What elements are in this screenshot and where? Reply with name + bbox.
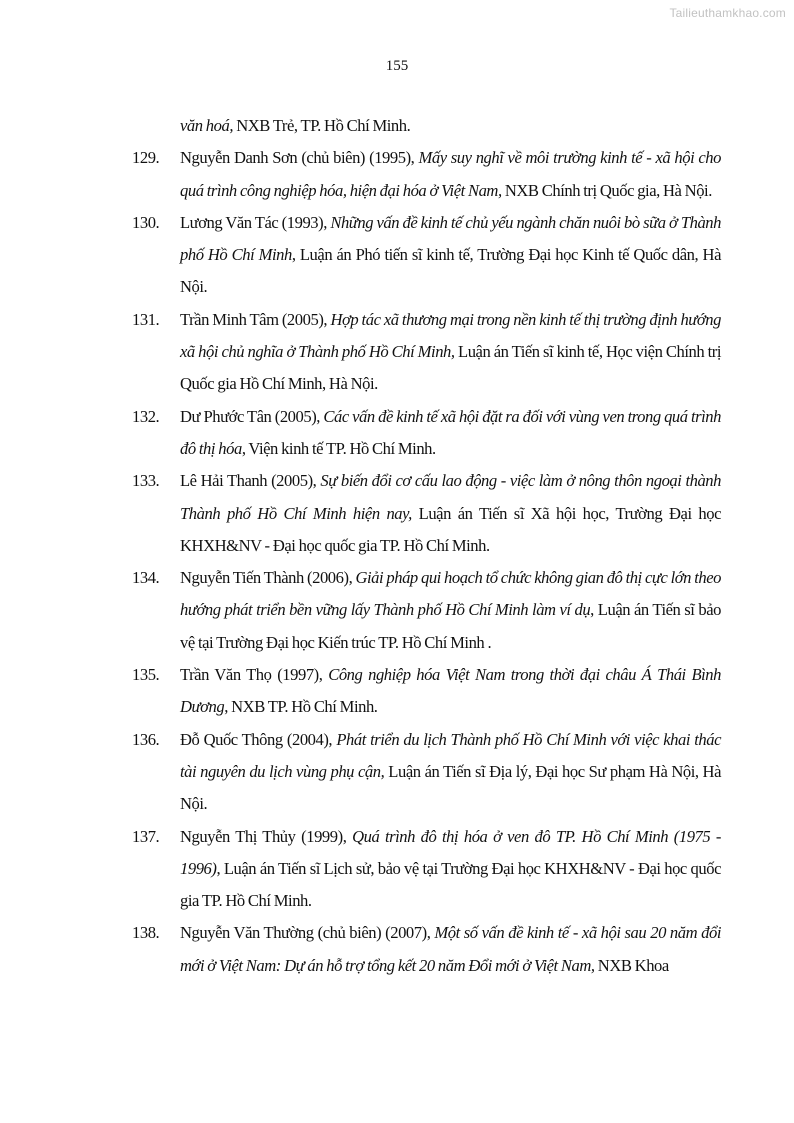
reference-title: Phát triển du lịch Thành phố Hồ Chí Minh với việc khai thác tài nguyên du lịch vùng phụ cận, (180, 729, 722, 781)
reference-continuation (0, 110, 794, 142)
reference-title: Những vấn đề kinh tế chủ yếu ngành chăn nuôi bò sữa ở Thành phố Hồ Chí Minh (180, 212, 721, 265)
reference-publisher: , NXB TP. Hồ Chí Minh. (224, 697, 378, 717)
reference-publisher: , Luận án Tiến sĩ bảo vệ tại Trường Đại học Kiến trúc TP. Hồ Chí Minh . (180, 600, 721, 652)
reference-number: 133. (132, 471, 160, 491)
reference-author-year: Lê Hải Thanh (2005), (180, 471, 321, 491)
reference-item (0, 304, 794, 401)
reference-publisher: Luận án Tiến sĩ kinh tế, Học viện Chính trị Quốc gia Hồ Chí Minh, Hà Nội. (180, 342, 721, 394)
reference-text (180, 304, 721, 401)
watermark: Tailieuthamkhao.com (669, 6, 786, 20)
reference-author-year: Trần Văn Thọ (1997), (180, 665, 329, 685)
reference-item (0, 465, 794, 562)
reference-author-year: Nguyễn Thị Thủy (1999), (180, 826, 353, 846)
reference-title: Sự biến đổi cơ cấu lao động - việc làm ở nông thôn ngoại thành Thành phố Hồ Chí Minh hiện nay, (180, 471, 721, 523)
reference-author-year: Đỗ Quốc Thông (2004), (180, 729, 337, 749)
reference-number: 135. (132, 665, 160, 685)
reference-item (0, 917, 794, 982)
reference-publisher: , Luận án Tiến sĩ Lịch sử, bảo vệ tại Trường Đại học KHXH&NV - Đại học quốc gia TP. Hồ Chí Minh. (180, 858, 721, 911)
reference-title: Một số vấn đề kinh tế - xã hội sau 20 năm đổi mới ở Việt Nam: Dự án hỗ trợ tổng kết 20 năm Đổi mới ở Việt Nam, (180, 923, 721, 975)
reference-publisher: Luận án Tiến sĩ Xã hội học, Trường Đại học KHXH&NV - Đại học quốc gia TP. Hồ Chí Minh. (180, 503, 721, 555)
reference-text (180, 917, 721, 982)
reference-author-year: Nguyễn Tiến Thành (2006), (180, 568, 356, 588)
reference-title: Hợp tác xã thương mại trong nền kinh tế thị trường định hướng xã hội chủ nghĩa ở Thành phố Hồ Chí Minh, (180, 309, 721, 362)
reference-item (0, 401, 794, 466)
reference-publisher: Luận án Tiến sĩ Địa lý, Đại học Sư phạm Hà Nội, Hà Nội. (180, 761, 722, 814)
reference-publisher: NXB Chính trị Quốc gia, Hà Nội. (501, 180, 712, 200)
reference-title: Mấy suy nghĩ về môi trường kinh tế - xã hội cho quá trình công nghiệp hóa, hiện đại hóa ở Việt Nam, (180, 148, 721, 200)
reference-list (0, 110, 794, 982)
reference-title: Giải pháp qui hoạch tổ chức không gian đô thị cực lớn theo hướng phát triển bền vững lấy Thành phố Hồ Chí Minh làm ví dụ (180, 568, 722, 620)
reference-text (180, 465, 721, 562)
reference-text (180, 207, 721, 304)
reference-item (0, 724, 794, 821)
reference-text (180, 562, 721, 659)
reference-item (0, 562, 794, 659)
reference-item (0, 821, 794, 918)
page-number: 155 (385, 58, 409, 74)
reference-number: 136. (132, 729, 160, 749)
reference-author-year: Dư Phước Tân (2005), (180, 406, 324, 426)
reference-title: văn hoá, (180, 116, 234, 135)
reference-number: 131. (132, 309, 160, 329)
reference-text (180, 142, 721, 207)
reference-number: 137. (132, 826, 160, 846)
reference-number: 130. (132, 212, 160, 232)
reference-publisher: , Viện kinh tế TP. Hồ Chí Minh. (241, 438, 436, 458)
reference-number: 138. (132, 923, 160, 943)
reference-author-year: Nguyễn Văn Thường (chủ biên) (2007), (180, 923, 435, 943)
reference-text (180, 821, 721, 918)
reference-author-year: Nguyễn Danh Sơn (chủ biên) (1995), (180, 148, 419, 168)
reference-title: Công nghiệp hóa Việt Nam trong thời đại châu Á Thái Bình Dương (180, 665, 721, 717)
reference-item (0, 142, 794, 207)
reference-title: Quá trình đô thị hóa ở ven đô TP. Hồ Chí Minh (1975 - 1996) (180, 826, 721, 878)
reference-author-year: Lương Văn Tác (1993), (180, 212, 331, 232)
reference-number: 129. (132, 148, 160, 168)
reference-text (180, 401, 721, 466)
reference-item (0, 207, 794, 304)
reference-item (0, 659, 794, 724)
reference-author-year: Trần Minh Tâm (2005), (180, 309, 331, 329)
reference-number: 132. (132, 406, 160, 426)
reference-number: 134. (132, 568, 160, 588)
reference-text (180, 724, 721, 821)
reference-text (180, 659, 721, 724)
reference-title: Các vấn đề kinh tế xã hội đặt ra đối với vùng ven trong quá trình đô thị hóa (180, 406, 721, 458)
reference-publisher: NXB Trẻ, TP. Hồ Chí Minh. (233, 116, 411, 135)
reference-publisher: , Luận án Phó tiến sĩ kinh tế, Trường Đại học Kinh tế Quốc dân, Hà Nội. (180, 245, 722, 297)
reference-publisher: NXB Khoa (594, 955, 669, 975)
